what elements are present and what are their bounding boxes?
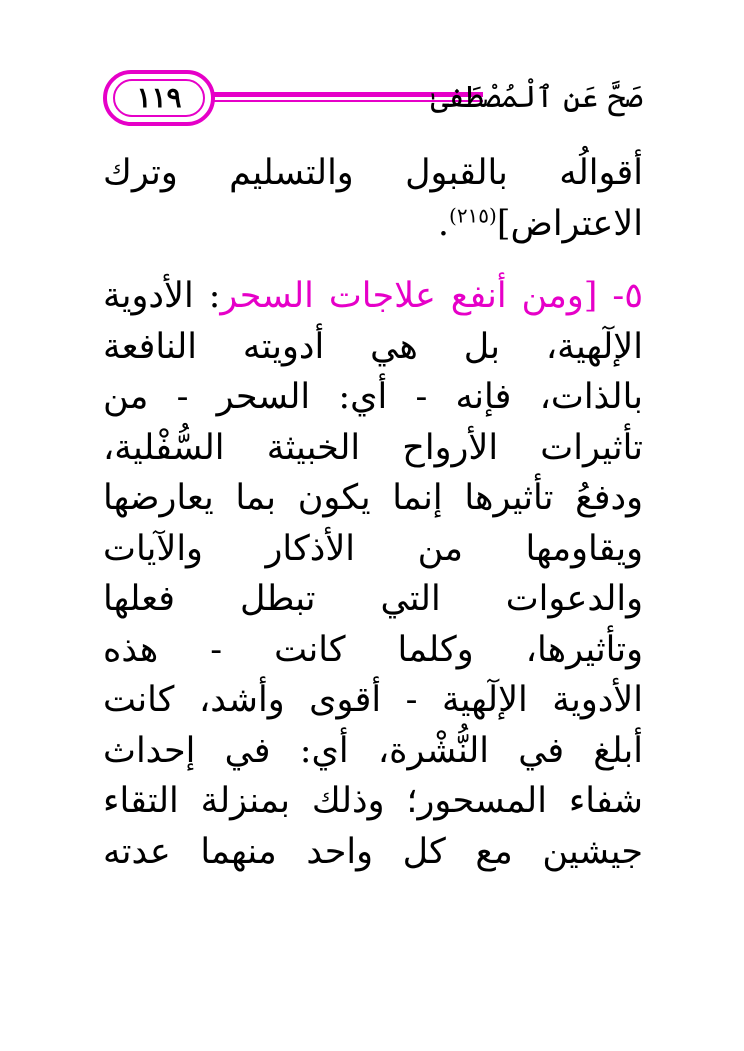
text-line: جيشين مع كل واحد منهما عدته bbox=[103, 831, 643, 872]
page-header bbox=[103, 70, 643, 130]
footnote-marker: (٢١٥) bbox=[449, 202, 497, 227]
text-line: أبلغ في النُّشْرة، أي: في إحداث bbox=[103, 730, 643, 771]
text-line: شفاء المسحور؛ وذلك بمنزلة التقاء bbox=[103, 781, 643, 821]
text-line: تأثيرات الأرواح الخبيثة السُّفْلية، bbox=[103, 427, 643, 468]
page-number-badge bbox=[103, 70, 215, 126]
text-line: بالذات، فإنه - أي: السحر - من bbox=[103, 377, 643, 417]
line-text: الاعتراض] bbox=[496, 203, 643, 244]
text-line: ودفعُ تأثيرها إنما يكون بما يعارضها bbox=[103, 478, 643, 518]
text-line: أقوالُه بالقبول والتسليم وترك bbox=[103, 153, 643, 193]
line-text: : الأدوية bbox=[103, 276, 221, 316]
body-text bbox=[103, 148, 643, 877]
text-line bbox=[103, 199, 643, 250]
paragraph-gap bbox=[103, 249, 643, 271]
text-line: الأدوية الإلٓهية - أقوى وأشد، كانت bbox=[103, 680, 643, 720]
section-heading: [ومن أنفع علاجات السحر bbox=[220, 276, 598, 316]
text-line: الإلٓهية، بل هي أدويته النافعة bbox=[103, 326, 643, 367]
text-line: وتأثيرها، وكلما كانت - هذه bbox=[103, 629, 643, 670]
text-line: ويقاومها من الأذكار والآيات bbox=[103, 528, 643, 569]
page-number: ١١٩ bbox=[113, 79, 205, 117]
book-title: صَحَّ عَنِ ٱلْمُصْطَفىٰ bbox=[430, 80, 643, 115]
item-number: ٥- bbox=[597, 276, 643, 316]
text-line bbox=[103, 271, 643, 322]
line-end: . bbox=[437, 203, 449, 244]
text-line: والدعوات التي تبطل فعلها bbox=[103, 579, 643, 619]
